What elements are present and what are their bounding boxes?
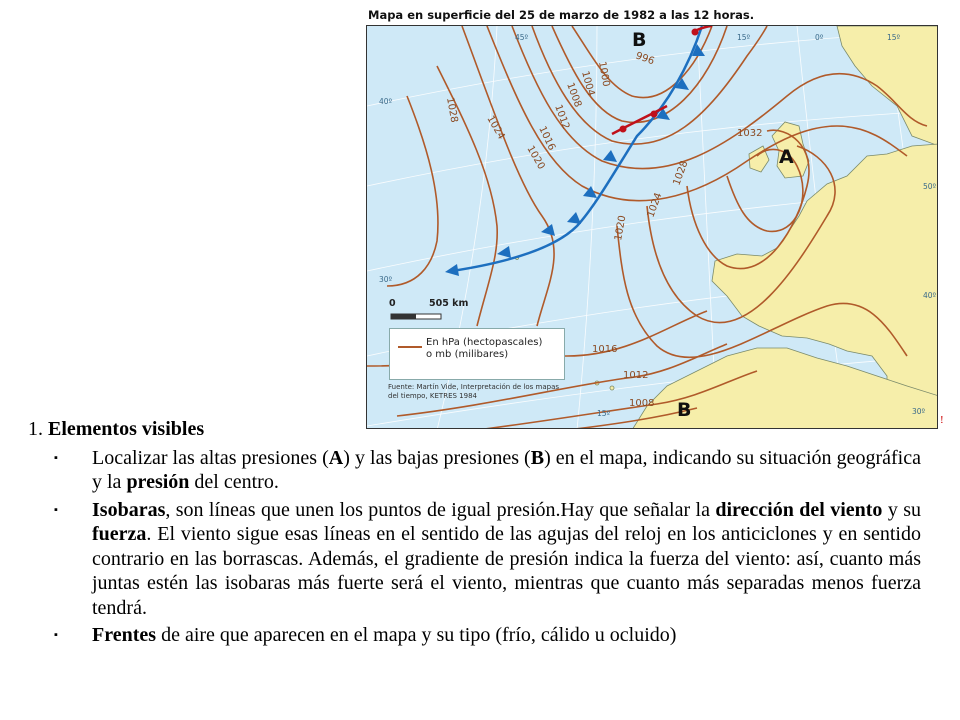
bullet-item-isobars (28, 498, 921, 621)
latitude-label: 40º (379, 97, 393, 106)
content-section (28, 417, 921, 651)
bullet-text: del centro. (189, 471, 279, 493)
latitude-label: 15º (887, 33, 901, 42)
isobar-label: 1004 (579, 69, 597, 98)
section-title (28, 417, 921, 442)
latitude-label: 15º (737, 33, 751, 42)
latitude-label: 50º (923, 182, 937, 191)
bullet-text: ) y las bajas presiones ( (343, 446, 531, 469)
bullet-bold: fuerza (92, 523, 147, 545)
isobar-label: 1016 (536, 124, 558, 153)
section-number: 1. (28, 418, 43, 440)
weather-map (366, 25, 938, 429)
bullet-bold: dirección del viento (715, 498, 883, 521)
warm-front-semicircle (620, 126, 627, 133)
section-title-text: Elementos visibles (48, 418, 205, 440)
low-pressure-label-north: B (632, 29, 647, 51)
bullet-bold: B (530, 446, 545, 469)
isobar-label: 1028 (444, 96, 460, 124)
isobar-label: 1032 (737, 128, 763, 139)
isobar-label: 1020 (524, 144, 547, 172)
bullet-icon: ▪ (54, 629, 58, 641)
land-island (610, 386, 614, 390)
edge-mark: ! (940, 414, 944, 426)
scale-start-label: 0 (389, 298, 396, 309)
legend-line-2: o mb (milibares) (426, 349, 509, 360)
bullet-text: , son líneas que unen los puntos de igual presión.Hay que señalar la (165, 498, 716, 521)
isobar-label: 1012 (623, 370, 649, 381)
isobar-label: 1028 (671, 159, 691, 188)
isobar-label: 1024 (645, 191, 665, 220)
bullet-bold: presión (126, 471, 190, 493)
bullet-bold: Frentes (92, 624, 157, 646)
bullet-text: ) en el mapa, indicando su situación geográfica y la (92, 446, 921, 493)
high-pressure-label: A (779, 146, 794, 168)
map-legend (389, 328, 565, 380)
latitude-label: 30º (912, 407, 926, 416)
bullet-item-fronts (28, 623, 921, 648)
bullet-bold: A (328, 446, 344, 469)
isobar-label: 1000 (596, 60, 612, 88)
isobar-label: 996 (633, 50, 656, 68)
isobar-label: 1012 (552, 103, 572, 131)
low-pressure-label-south: B (677, 399, 692, 421)
legend-text (426, 337, 542, 361)
warm-front-semicircle (692, 29, 699, 36)
latitude-label: 40º (923, 291, 937, 300)
legend-line-1: En hPa (hectopascales) (426, 337, 543, 348)
bullet-text: y su (882, 498, 922, 521)
bullet-bold: Isobaras (92, 498, 166, 521)
bullet-item-pressure-centers (28, 446, 921, 495)
bullet-icon: ▪ (54, 503, 58, 516)
latitude-label: 15º (597, 409, 611, 418)
isobar-label: 1008 (564, 81, 584, 109)
isobar-label: 1024 (484, 114, 507, 142)
isobar-label: 1020 (613, 214, 629, 242)
map-title: Mapa en superficie del 25 de marzo de 1982 a las 12 horas. (368, 8, 755, 22)
bullet-text: Localizar las altas presiones ( (92, 446, 329, 469)
latitude-label: 30º (379, 275, 393, 284)
latitude-label: 0º (815, 33, 824, 42)
bullet-list (28, 446, 921, 648)
latitude-label: 45º (515, 33, 529, 42)
scale-bar (391, 314, 441, 319)
isobar-label: 1008 (629, 398, 655, 409)
bullet-text: de aire que aparecen en el mapa y su tipo (frío, cálido u ocluido) (156, 624, 677, 646)
legend-isobar-swatch (398, 346, 422, 348)
scale-end-label: 505 km (429, 298, 469, 309)
bullet-text: . El viento sigue esas líneas en el sentido de las agujas del reloj en los anticiclones y en sentido contrario en las borrascas. Además, el gradiente de presión indica la fuerza del viento: así, cuanto más juntas estén las isobaras más fuerte será el viento, mientras que cuanto más separadas menos fuerza tendrá. (92, 523, 921, 619)
isobar-label: 1016 (592, 344, 618, 355)
bullet-icon: ▪ (54, 451, 58, 464)
warm-front-semicircle (651, 111, 658, 118)
map-source: Fuente: Martín Vide, Interpretación de los mapas del tiempo, KETRES 1984 (388, 383, 560, 400)
